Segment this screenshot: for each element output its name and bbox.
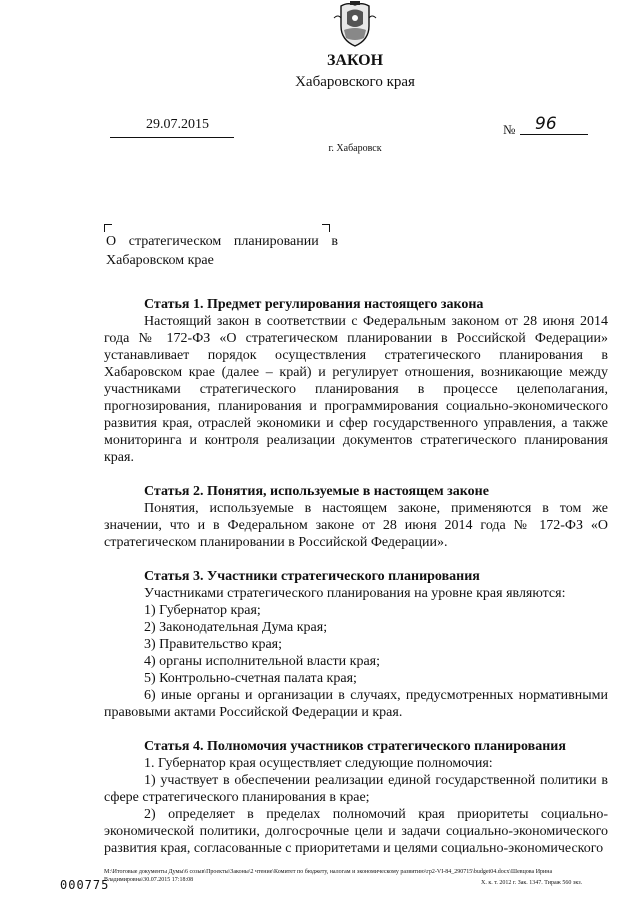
document-title: ЗАКОН: [326, 52, 384, 69]
law-subject: О стратегическом планировании в Хабаровском крае: [106, 234, 338, 268]
article-3-heading: Статья 3. Участники стратегического планирования: [144, 569, 480, 584]
article-1-paragraph: Настоящий закон в соответствии с Федеральным законом от 28 июня 2014 года № 172-ФЗ «О стратегическом планировании в Российской Федерации» устанавливает порядок осуществления стратегического планирования в Хабаровском крае (далее – край) и регулирует отношения, возникающие между участниками стратегического планирования в процессе целеполагания, прогнозирования, планирования и программирования социально-экономического развития края, отраслей экономики и сфер государственного управления, а также мониторинга и контроля реализации документов стратегического планирования края.: [104, 314, 608, 465]
footer-file-path: М:\Итоговые документы Думы\6 созыв\Проекты\Законы\2 чтение\Комитет по бюджету, налогам и экономическому развитию\гр2-VI-84_290715\budget04.docx\Шевцова Ирина Владимировна\30.07.2015 17:18:08: [104, 869, 553, 883]
number-sign: №: [503, 122, 516, 137]
subject-bracket-right: [322, 224, 330, 232]
list-item: 2) Законодательная Дума края;: [144, 620, 328, 635]
list-item: 1) Губернатор края;: [144, 603, 261, 618]
article-1-heading: Статья 1. Предмет регулирования настоящего закона: [144, 297, 484, 312]
footer-print-info: Х. к. т. 2012 г. Зак. 1347. Тираж 560 экз.: [481, 880, 583, 886]
list-item: 5) Контрольно-счетная палата края;: [144, 671, 357, 686]
article-4-paragraph: 1. Губернатор края осуществляет следующие полномочия:: [144, 756, 493, 771]
article-4-paragraph: 2) определяет в пределах полномочий края приоритеты социально-экономической политики, долгосрочные цели и задачи социально-экономического развития края, согласованные с приоритетами и целями социально-экономического: [104, 807, 608, 856]
article-4-paragraph: 1) участвует в обеспечении реализации единой государственной политики в сфере стратегического планирования в крае;: [104, 773, 608, 805]
subject-bracket-left: [104, 224, 112, 232]
date-underline: [110, 137, 234, 138]
article-2-paragraph: Понятия, используемые в настоящем законе, применяются в том же значении, что и в Федеральном законе от 28 июня 2014 года № 172-ФЗ «О стратегическом планировании в Российской Федерации».: [104, 501, 608, 550]
number-underline: [520, 134, 588, 135]
list-item: 4) органы исполнительной власти края;: [144, 654, 380, 669]
coat-of-arms-emblem: [330, 0, 380, 48]
footer-stamp-number: 000775: [60, 878, 110, 892]
list-item: 3) Правительство края;: [144, 637, 282, 652]
document-date: 29.07.2015: [146, 117, 209, 132]
article-3-intro: Участниками стратегического планирования на уровне края являются:: [144, 586, 566, 601]
city-label: г. Хабаровск: [328, 143, 382, 154]
document-subtitle: Хабаровского края: [295, 74, 415, 90]
list-item: 6) иные органы и организации в случаях, предусмотренных нормативными правовыми актами Российской Федерации и края.: [104, 688, 608, 720]
article-2-heading: Статья 2. Понятия, используемые в настоящем законе: [144, 484, 489, 499]
document-number: 96: [535, 114, 557, 134]
law-body: [104, 296, 608, 857]
article-4-heading: Статья 4. Полномочия участников стратегического планирования: [144, 739, 566, 754]
